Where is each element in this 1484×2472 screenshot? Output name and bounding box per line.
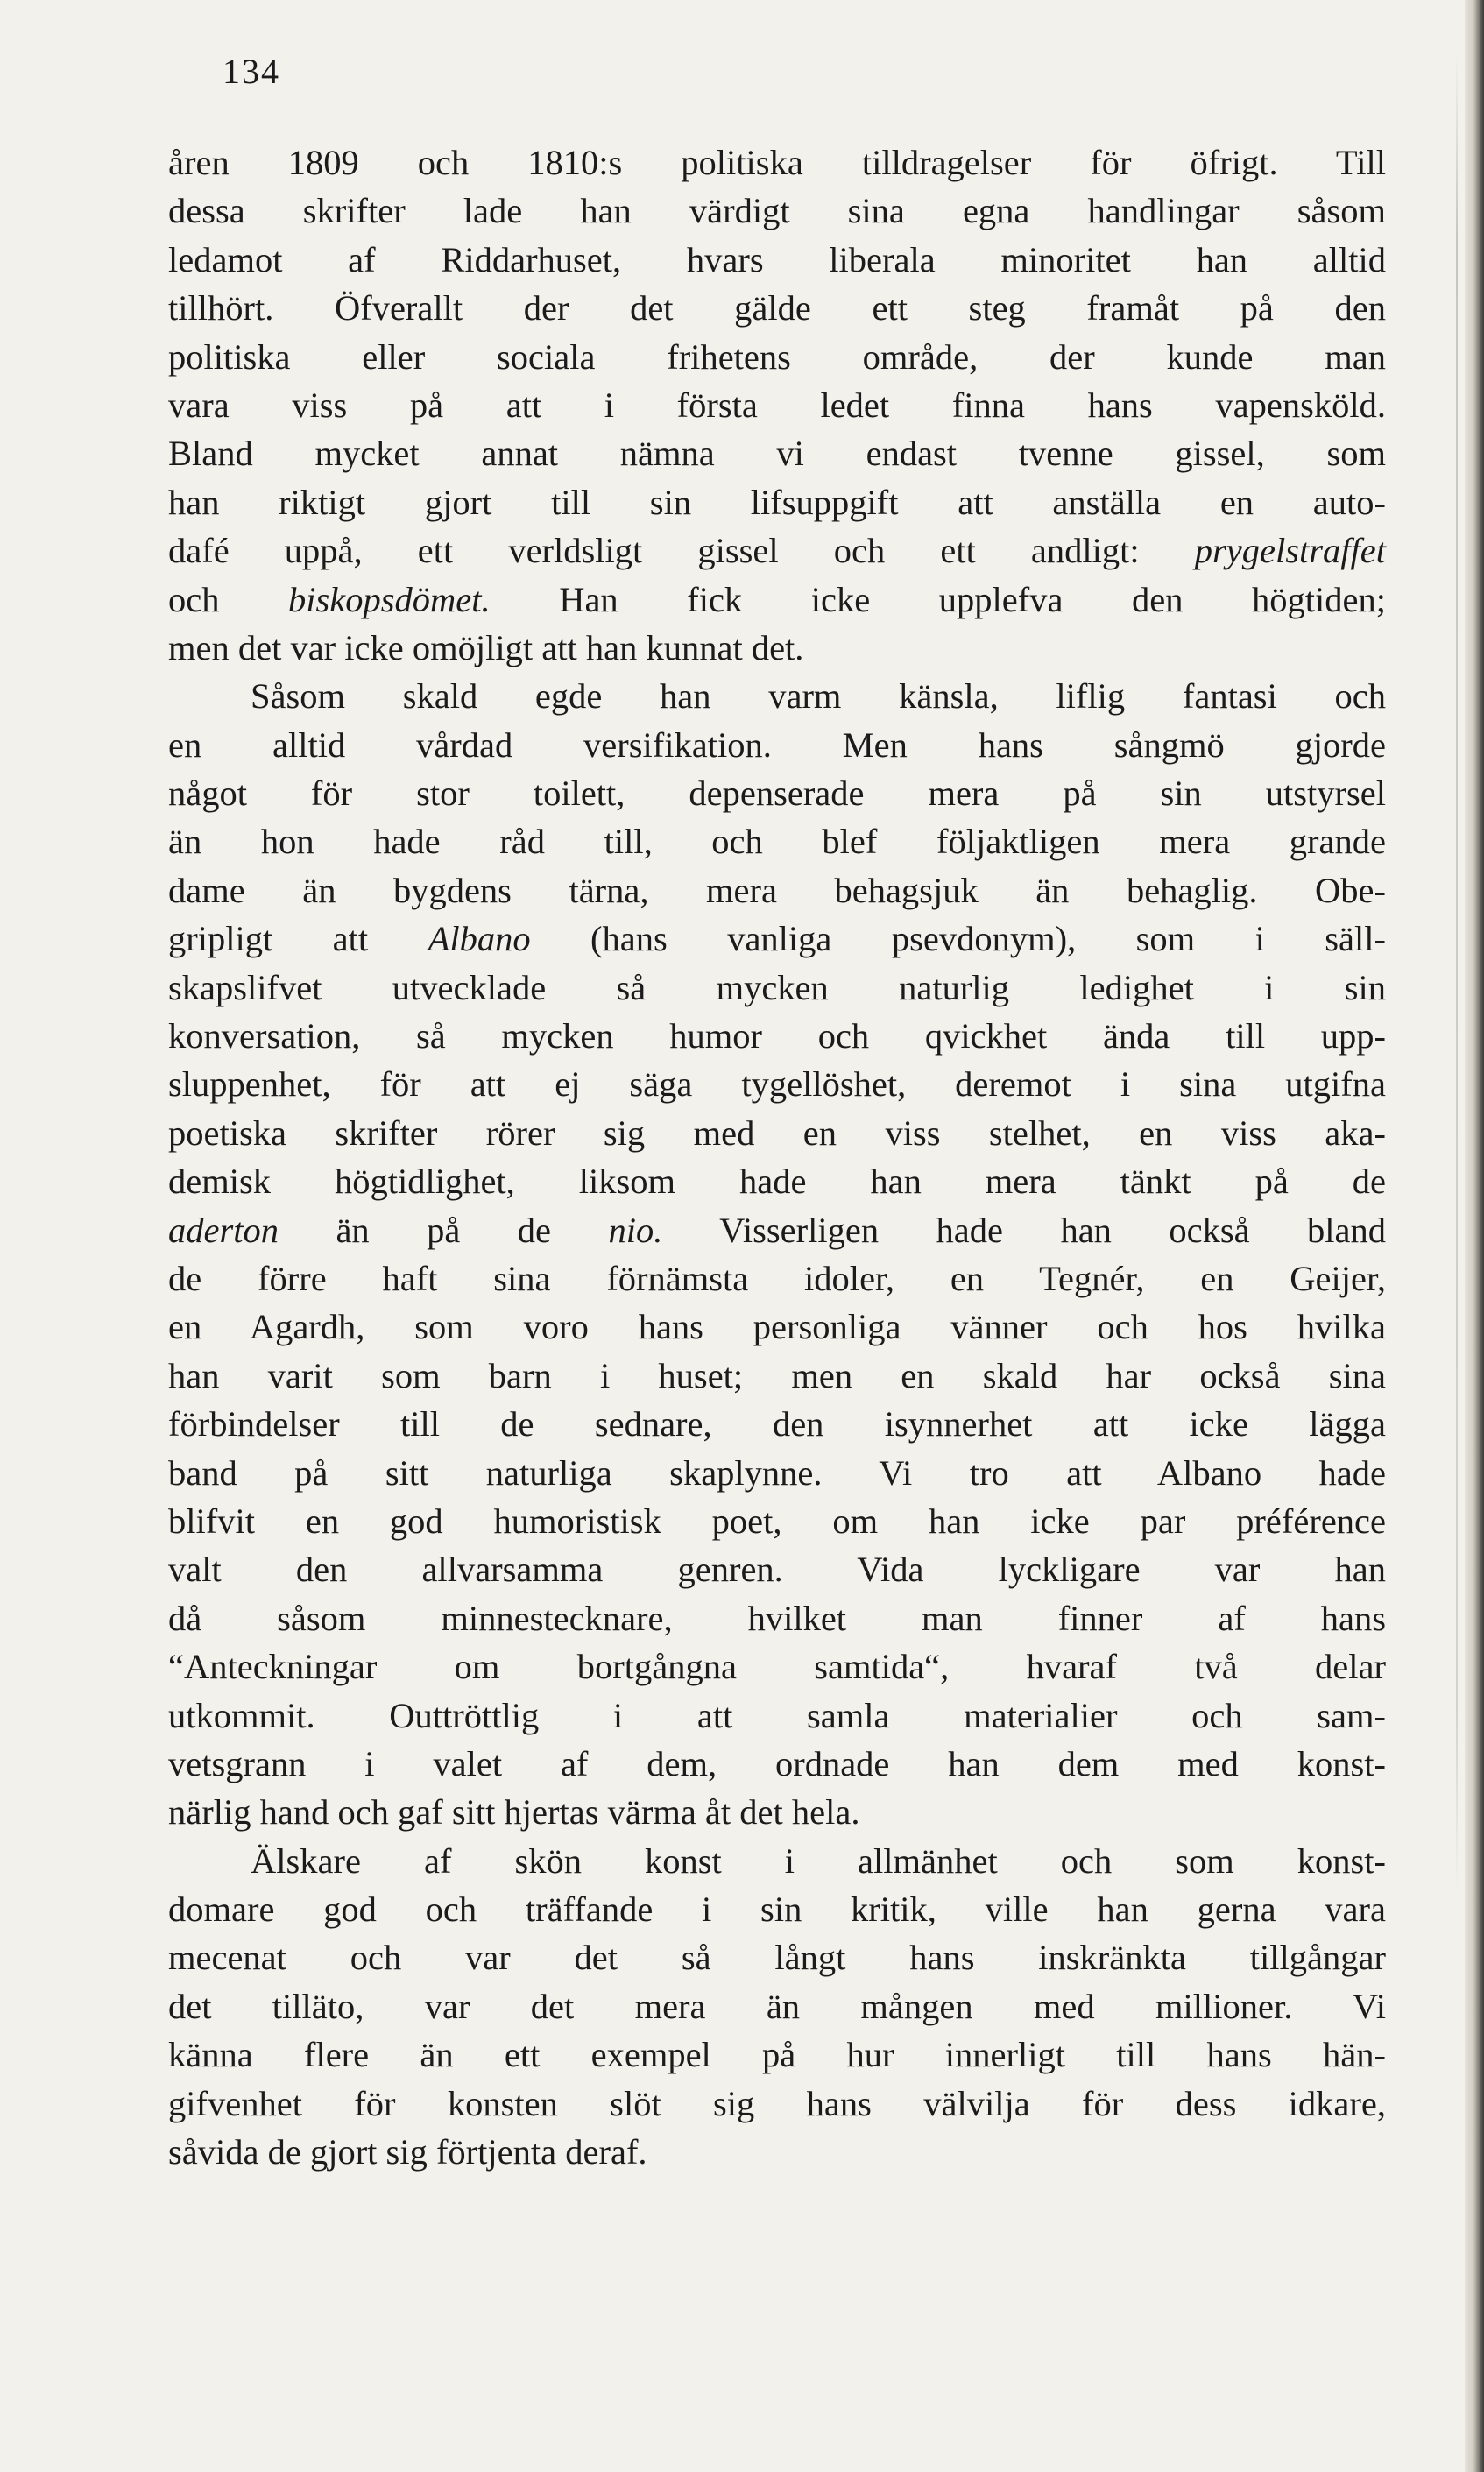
text-line (168, 1157, 1386, 1205)
text-line (168, 1837, 1386, 1885)
text-segment: gifvenhet för konsten slöt sig hans välvilja för dess idkare, (168, 2083, 1386, 2123)
text-line (168, 964, 1386, 1012)
text-segment: det tilläto, var det mera än mången med millioner. Vi (168, 1986, 1386, 2026)
text-segment: valt den allvarsamma genren. Vida lyckligare var han (168, 1550, 1386, 1590)
text-line (168, 2128, 1386, 2176)
text-segment: domare god och träffande i sin kritik, ville han gerna vara (168, 1889, 1386, 1930)
italic-text: nio. (608, 1210, 663, 1250)
text-segment: något för stor toilett, depenserade mera på sin utstyrsel (168, 773, 1386, 814)
text-line (168, 1545, 1386, 1593)
text-line (168, 2080, 1386, 2128)
text-line (168, 624, 1386, 672)
page-gutter-shadow (1456, 53, 1458, 1892)
text-line (168, 333, 1386, 381)
page-edge (1465, 0, 1484, 2472)
text-segment: än på de (279, 1210, 609, 1250)
text-line (168, 1885, 1386, 1933)
text-line (168, 1352, 1386, 1400)
text-line (168, 817, 1386, 865)
body-text (168, 138, 1386, 2176)
text-segment: blifvit en god humoristisk poet, om han icke par préférence (168, 1501, 1386, 1541)
text-segment: en alltid vårdad versifikation. Men hans sångmö gjorde (168, 724, 1386, 765)
text-segment: dafé uppå, ett verldsligt gissel och ett andligt: (168, 531, 1195, 571)
text-segment: han riktigt gjort till sin lifsuppgift att anställa en auto- (168, 482, 1386, 522)
text-segment: vetsgrann i valet af dem, ordnade han dem med konst- (168, 1743, 1386, 1783)
text-line (168, 915, 1386, 963)
text-line (168, 2031, 1386, 2079)
text-line (168, 866, 1386, 915)
text-line (168, 284, 1386, 332)
text-segment: och (168, 579, 289, 619)
text-line (168, 478, 1386, 526)
text-segment: än hon hade råd till, och blef följaktligen mera grande (168, 822, 1386, 862)
text-segment: vara viss på att i första ledet finna hans vapensköld. (168, 385, 1386, 425)
text-line (168, 138, 1386, 187)
text-line (168, 1012, 1386, 1060)
text-segment: konversation, så mycken humor och qvickhet ända till upp- (168, 1016, 1386, 1056)
text-line (168, 1594, 1386, 1642)
text-segment: känna flere än ett exempel på hur innerligt till hans hän- (168, 2035, 1386, 2075)
text-line (168, 1740, 1386, 1788)
text-segment: såvida de gjort sig förtjenta deraf. (168, 2132, 647, 2172)
text-line (168, 1206, 1386, 1254)
text-segment: åren 1809 och 1810:s politiska tilldragelser för öfrigt. Till (168, 143, 1386, 182)
text-line (168, 236, 1386, 284)
text-segment: förbindelser till de sednare, den isynnerhet att icke lägga (168, 1404, 1386, 1444)
text-segment: (hans vanliga psevdonym), som i säll- (530, 919, 1386, 959)
text-segment: utkommit. Outtröttlig i att samla materialier och sam- (168, 1695, 1386, 1735)
text-segment: demisk högtidlighet, liksom hade han mera tänkt på de (168, 1162, 1386, 1202)
text-segment: en Agardh, som voro hans personliga vänner och hos hvilka (168, 1307, 1386, 1347)
text-segment: dessa skrifter lade han värdigt sina egna handlingar såsom (168, 191, 1386, 231)
text-segment: “Anteckningar om bortgångna samtida“, hvaraf två delar (168, 1647, 1386, 1687)
text-segment: skapslifvet utvecklade så mycken naturlig ledighet i sin (168, 967, 1386, 1007)
text-segment: tillhört. Öfverallt der det gälde ett steg framåt på den (168, 288, 1386, 328)
text-segment: politiska eller sociala frihetens område, der kunde man (168, 336, 1386, 377)
text-segment: han varit som barn i huset; men en skald har också sina (168, 1355, 1386, 1395)
text-line (168, 1303, 1386, 1351)
text-line (168, 1109, 1386, 1157)
text-line (168, 576, 1386, 624)
text-segment: Visserligen hade han också bland (662, 1210, 1387, 1250)
italic-text: biskopsdömet. (288, 579, 491, 619)
text-line (168, 721, 1386, 769)
text-line (168, 1254, 1386, 1303)
text-segment: närlig hand och gaf sitt hjertas värma åt det hela. (168, 1792, 860, 1833)
text-line (168, 1933, 1386, 1981)
text-segment: band på sitt naturliga skaplynne. Vi tro att Albano hade (168, 1452, 1386, 1493)
text-segment: Han fick icke upplefva den högtiden; (490, 579, 1386, 619)
text-line (168, 1982, 1386, 2031)
text-line (168, 429, 1386, 477)
text-line (168, 526, 1386, 575)
text-segment: de förre haft sina förnämsta idoler, en Tegnér, en Geijer, (168, 1258, 1386, 1298)
text-line (168, 672, 1386, 720)
text-segment: Bland mycket annat nämna vi endast tvenne gissel, som (168, 434, 1386, 474)
text-segment: ledamot af Riddarhuset, hvars liberala minoritet han alltid (168, 239, 1386, 279)
text-segment: poetiska skrifter rörer sig med en viss stelhet, en viss aka- (168, 1112, 1386, 1153)
text-line (168, 1788, 1386, 1836)
text-segment: Älskare af skön konst i allmänhet och som konst- (251, 1840, 1386, 1881)
text-line (168, 1449, 1386, 1497)
text-line (168, 1400, 1386, 1448)
text-segment: sluppenhet, för att ej säga tygellöshet, deremot i sina utgifna (168, 1064, 1386, 1105)
text-segment: men det var icke omöjligt att han kunnat det. (168, 627, 804, 667)
italic-text: prygelstraffet (1194, 531, 1386, 571)
text-segment: då såsom minnestecknare, hvilket man finner af hans (168, 1598, 1386, 1638)
page-number: 134 (223, 52, 280, 91)
text-line (168, 381, 1386, 429)
text-line (168, 1060, 1386, 1108)
text-segment: gripligt att (168, 919, 428, 959)
text-line (168, 187, 1386, 235)
text-line (168, 1497, 1386, 1545)
text-segment: dame än bygdens tärna, mera behagsjuk än behaglig. Obe- (168, 870, 1386, 910)
text-segment: mecenat och var det så långt hans inskränkta tillgångar (168, 1938, 1386, 1978)
text-line (168, 1642, 1386, 1691)
italic-text: Albano (428, 919, 531, 959)
text-segment: Såsom skald egde han varm känsla, liflig fantasi och (251, 676, 1386, 717)
text-line (168, 769, 1386, 817)
italic-text: aderton (168, 1210, 279, 1250)
text-line (168, 1692, 1386, 1740)
